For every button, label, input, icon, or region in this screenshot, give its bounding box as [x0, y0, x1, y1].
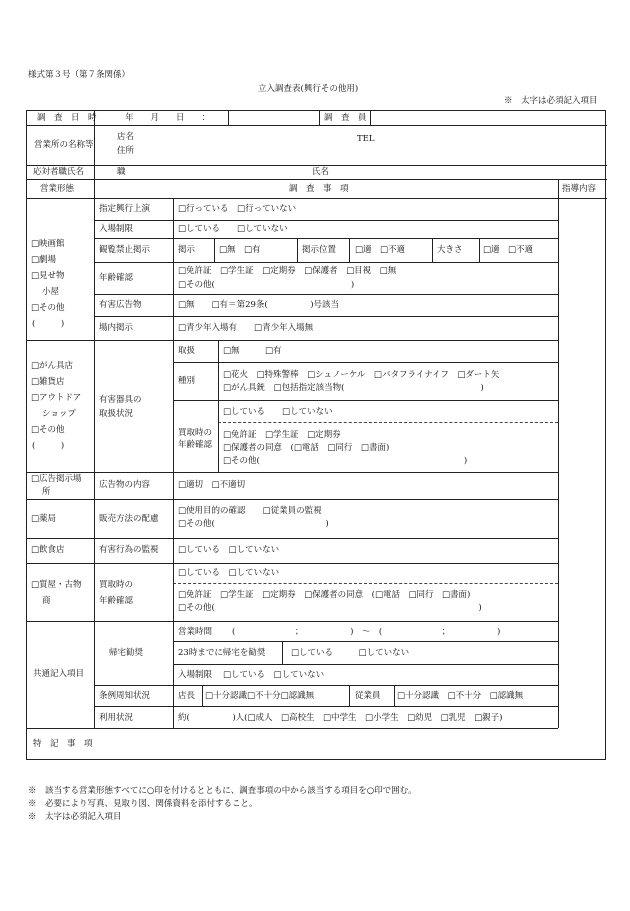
- type-other-1[interactable]: □その他: [31, 303, 65, 313]
- notice-size-options[interactable]: □適 □不適: [483, 245, 534, 255]
- type-outdoor[interactable]: □アウトドア: [31, 393, 82, 403]
- type-general-store[interactable]: □雑貨店: [31, 377, 65, 387]
- form-title: 立入調査表(興行その他用): [258, 84, 359, 94]
- staff-label: 従業員: [355, 691, 381, 701]
- pawn-age-label-1: 買取時の: [99, 580, 134, 590]
- type-show-hut-cont: 小屋: [42, 287, 60, 297]
- responder-label: 応対者職氏名: [33, 167, 85, 177]
- harmful-tools-label-2: 取扱状況: [99, 409, 134, 419]
- ordinance-label: 条例周知状況: [99, 691, 151, 701]
- col-header-survey-items: 調 査 事 項: [289, 184, 349, 194]
- pawn-other[interactable]: □その他( ): [178, 603, 482, 613]
- harmful-ad-label: 有害広告物: [99, 300, 142, 310]
- tel-field[interactable]: TEL: [357, 134, 375, 144]
- usage-label: 利用状況: [99, 713, 134, 723]
- purchase-do-options[interactable]: □している □していない: [223, 407, 333, 417]
- usage-field[interactable]: 約( )人(□成人 □高校生 □中学生 □小学生 □幼児 □乳児 □親子): [178, 713, 503, 723]
- notice-position-label: 掲示位置: [302, 245, 337, 255]
- before23-label: 23時までに帰宅を勧奨: [178, 648, 266, 658]
- surveyor-field[interactable]: [373, 112, 603, 124]
- before23-options[interactable]: □している □していない: [291, 648, 410, 658]
- type-pawn-shop[interactable]: □質屋・古物: [31, 580, 82, 590]
- homegoing-label: 帰宅勧奨: [109, 648, 144, 658]
- purchase-age-label-2: 年齢確認: [178, 440, 213, 450]
- common-items-label: 共通記入項目: [33, 669, 85, 679]
- kind-options-2[interactable]: □がん具銃 □包括指定該当物( ): [223, 383, 484, 393]
- surveyor-label: 調 査 員: [324, 113, 367, 123]
- type-ad-location[interactable]: □広告掲示場: [31, 474, 82, 484]
- age-check-other[interactable]: □その他( ): [178, 280, 355, 290]
- common-entry-options[interactable]: □している □していない: [223, 670, 325, 680]
- purchase-id-options[interactable]: □免許証 □学生証 □定期券: [223, 430, 341, 440]
- handling-options[interactable]: □無 □有: [223, 346, 282, 356]
- harmful-monitor-label: 有害行為の監視: [99, 545, 159, 555]
- type-pharmacy[interactable]: □薬局: [31, 514, 57, 524]
- hours-field[interactable]: ( ； ) 〜 ( ； ): [232, 627, 501, 637]
- purchase-other[interactable]: □その他( ): [223, 456, 468, 466]
- manager-label: 店長: [178, 691, 196, 701]
- notice-size-label: 大きさ: [437, 245, 463, 255]
- sales-care-other[interactable]: □その他( ): [178, 519, 329, 529]
- footnote-1: ※ 該当する営業形態すべてに○印を付けるとともに、調査事項の中から該当する項目を○印で囲む。: [28, 786, 417, 796]
- survey-datetime-label: 調 査 日 時: [37, 113, 97, 123]
- sales-care-options[interactable]: □使用目的の確認 □従業員の監視: [178, 506, 322, 516]
- responder-position-field[interactable]: 職: [117, 167, 126, 177]
- staff-options[interactable]: □十分認識 □不十分 □認識無: [397, 691, 524, 701]
- notice-position-options[interactable]: □適 □不適: [355, 245, 406, 255]
- age-check-label: 年齢確認: [99, 273, 134, 283]
- type-show-hut[interactable]: □見せ物: [31, 271, 65, 281]
- purchase-consent-options[interactable]: □保護者の同意 (□電話 □同行 □書面): [223, 443, 390, 453]
- purchase-age-label-1: 買取時の: [178, 428, 213, 438]
- pawn-id-options[interactable]: □免許証 □学生証 □定期券 □保護者の同意 (□電話 □同行 □書面): [178, 590, 471, 600]
- venue-notice-options[interactable]: □青少年入場有 □青少年入場無: [178, 323, 314, 333]
- manager-options[interactable]: □十分認識□不十分□認識無: [205, 691, 315, 701]
- type-pawn-shop-cont: 商: [42, 596, 51, 606]
- designated-show-options[interactable]: □行っている □行っていない: [178, 204, 297, 214]
- type-ad-location-cont: 所: [42, 487, 51, 497]
- col-header-guidance: 指導内容: [562, 184, 597, 194]
- required-note-top: ※ 太字は必須記入項目: [504, 96, 598, 106]
- type-restaurant[interactable]: □飲食店: [31, 545, 65, 555]
- harmful-monitor-options[interactable]: □している □していない: [178, 545, 280, 555]
- harmful-tools-label-1: 有害器具の: [99, 395, 142, 405]
- office-label: 営業所の名称等: [34, 140, 94, 150]
- sales-care-label: 販売方法の配慮: [99, 514, 159, 524]
- common-entry-label: 入場制限: [178, 670, 213, 680]
- age-check-options[interactable]: □免許証 □学生証 □定期券 □保護者 □目視 □無: [178, 266, 397, 276]
- ad-content-options[interactable]: □適切 □不適切: [178, 480, 246, 490]
- pawn-age-label-2: 年齢確認: [99, 596, 134, 606]
- survey-datetime-field[interactable]: 年 月 日 ：: [125, 113, 211, 123]
- viewing-ban-label: 観覧禁止掲示: [99, 245, 151, 255]
- type-outdoor-cont: ショップ: [42, 409, 76, 419]
- handling-label: 取扱: [178, 346, 196, 356]
- footnote-2: ※ 必要により写真、見取り図、関係資料を添付すること。: [28, 799, 258, 809]
- notice-display-label: 掲示: [178, 245, 196, 255]
- type-toy-store[interactable]: □がん具店: [31, 361, 74, 371]
- harmful-ad-options[interactable]: □無 □有＝第29条( )号該当: [178, 300, 340, 310]
- form-number: 様式第３号（第７条関係）: [28, 70, 131, 80]
- entry-limit-label: 入場制限: [99, 224, 134, 234]
- kind-options-1[interactable]: □花火 □特殊警棒 □シュノーケル □バタフライナイフ □ダート矢: [223, 370, 500, 380]
- venue-notice-label: 場内掲示: [99, 323, 134, 333]
- type-other-1-paren: ( ): [32, 319, 65, 329]
- survey-form-table: [26, 110, 606, 760]
- designated-show-label: 指定興行上演: [99, 204, 151, 214]
- kind-label: 種別: [178, 376, 196, 386]
- special-notes-label: 特 記 事 項: [33, 739, 93, 749]
- store-name-field[interactable]: 店名: [117, 132, 135, 142]
- address-field[interactable]: 住所: [117, 146, 135, 156]
- type-other-2[interactable]: □その他: [31, 425, 65, 435]
- special-notes-field[interactable]: [99, 731, 599, 757]
- pawn-do-options[interactable]: □している □していない: [178, 568, 280, 578]
- responder-name-field[interactable]: 氏名: [312, 167, 330, 177]
- type-other-2-paren: ( ): [32, 441, 65, 451]
- col-header-business-type: 営業形態: [40, 184, 75, 194]
- ad-content-label: 広告物の内容: [99, 480, 151, 490]
- type-movie-theater[interactable]: □映画館: [31, 239, 65, 249]
- entry-limit-options[interactable]: □している □していない: [178, 224, 288, 234]
- hours-label: 営業時間: [178, 627, 213, 637]
- footnote-3: ※ 太字は必須記入項目: [28, 812, 122, 822]
- notice-display-options[interactable]: □無 □有: [219, 245, 261, 255]
- type-theater[interactable]: □劇場: [31, 255, 57, 265]
